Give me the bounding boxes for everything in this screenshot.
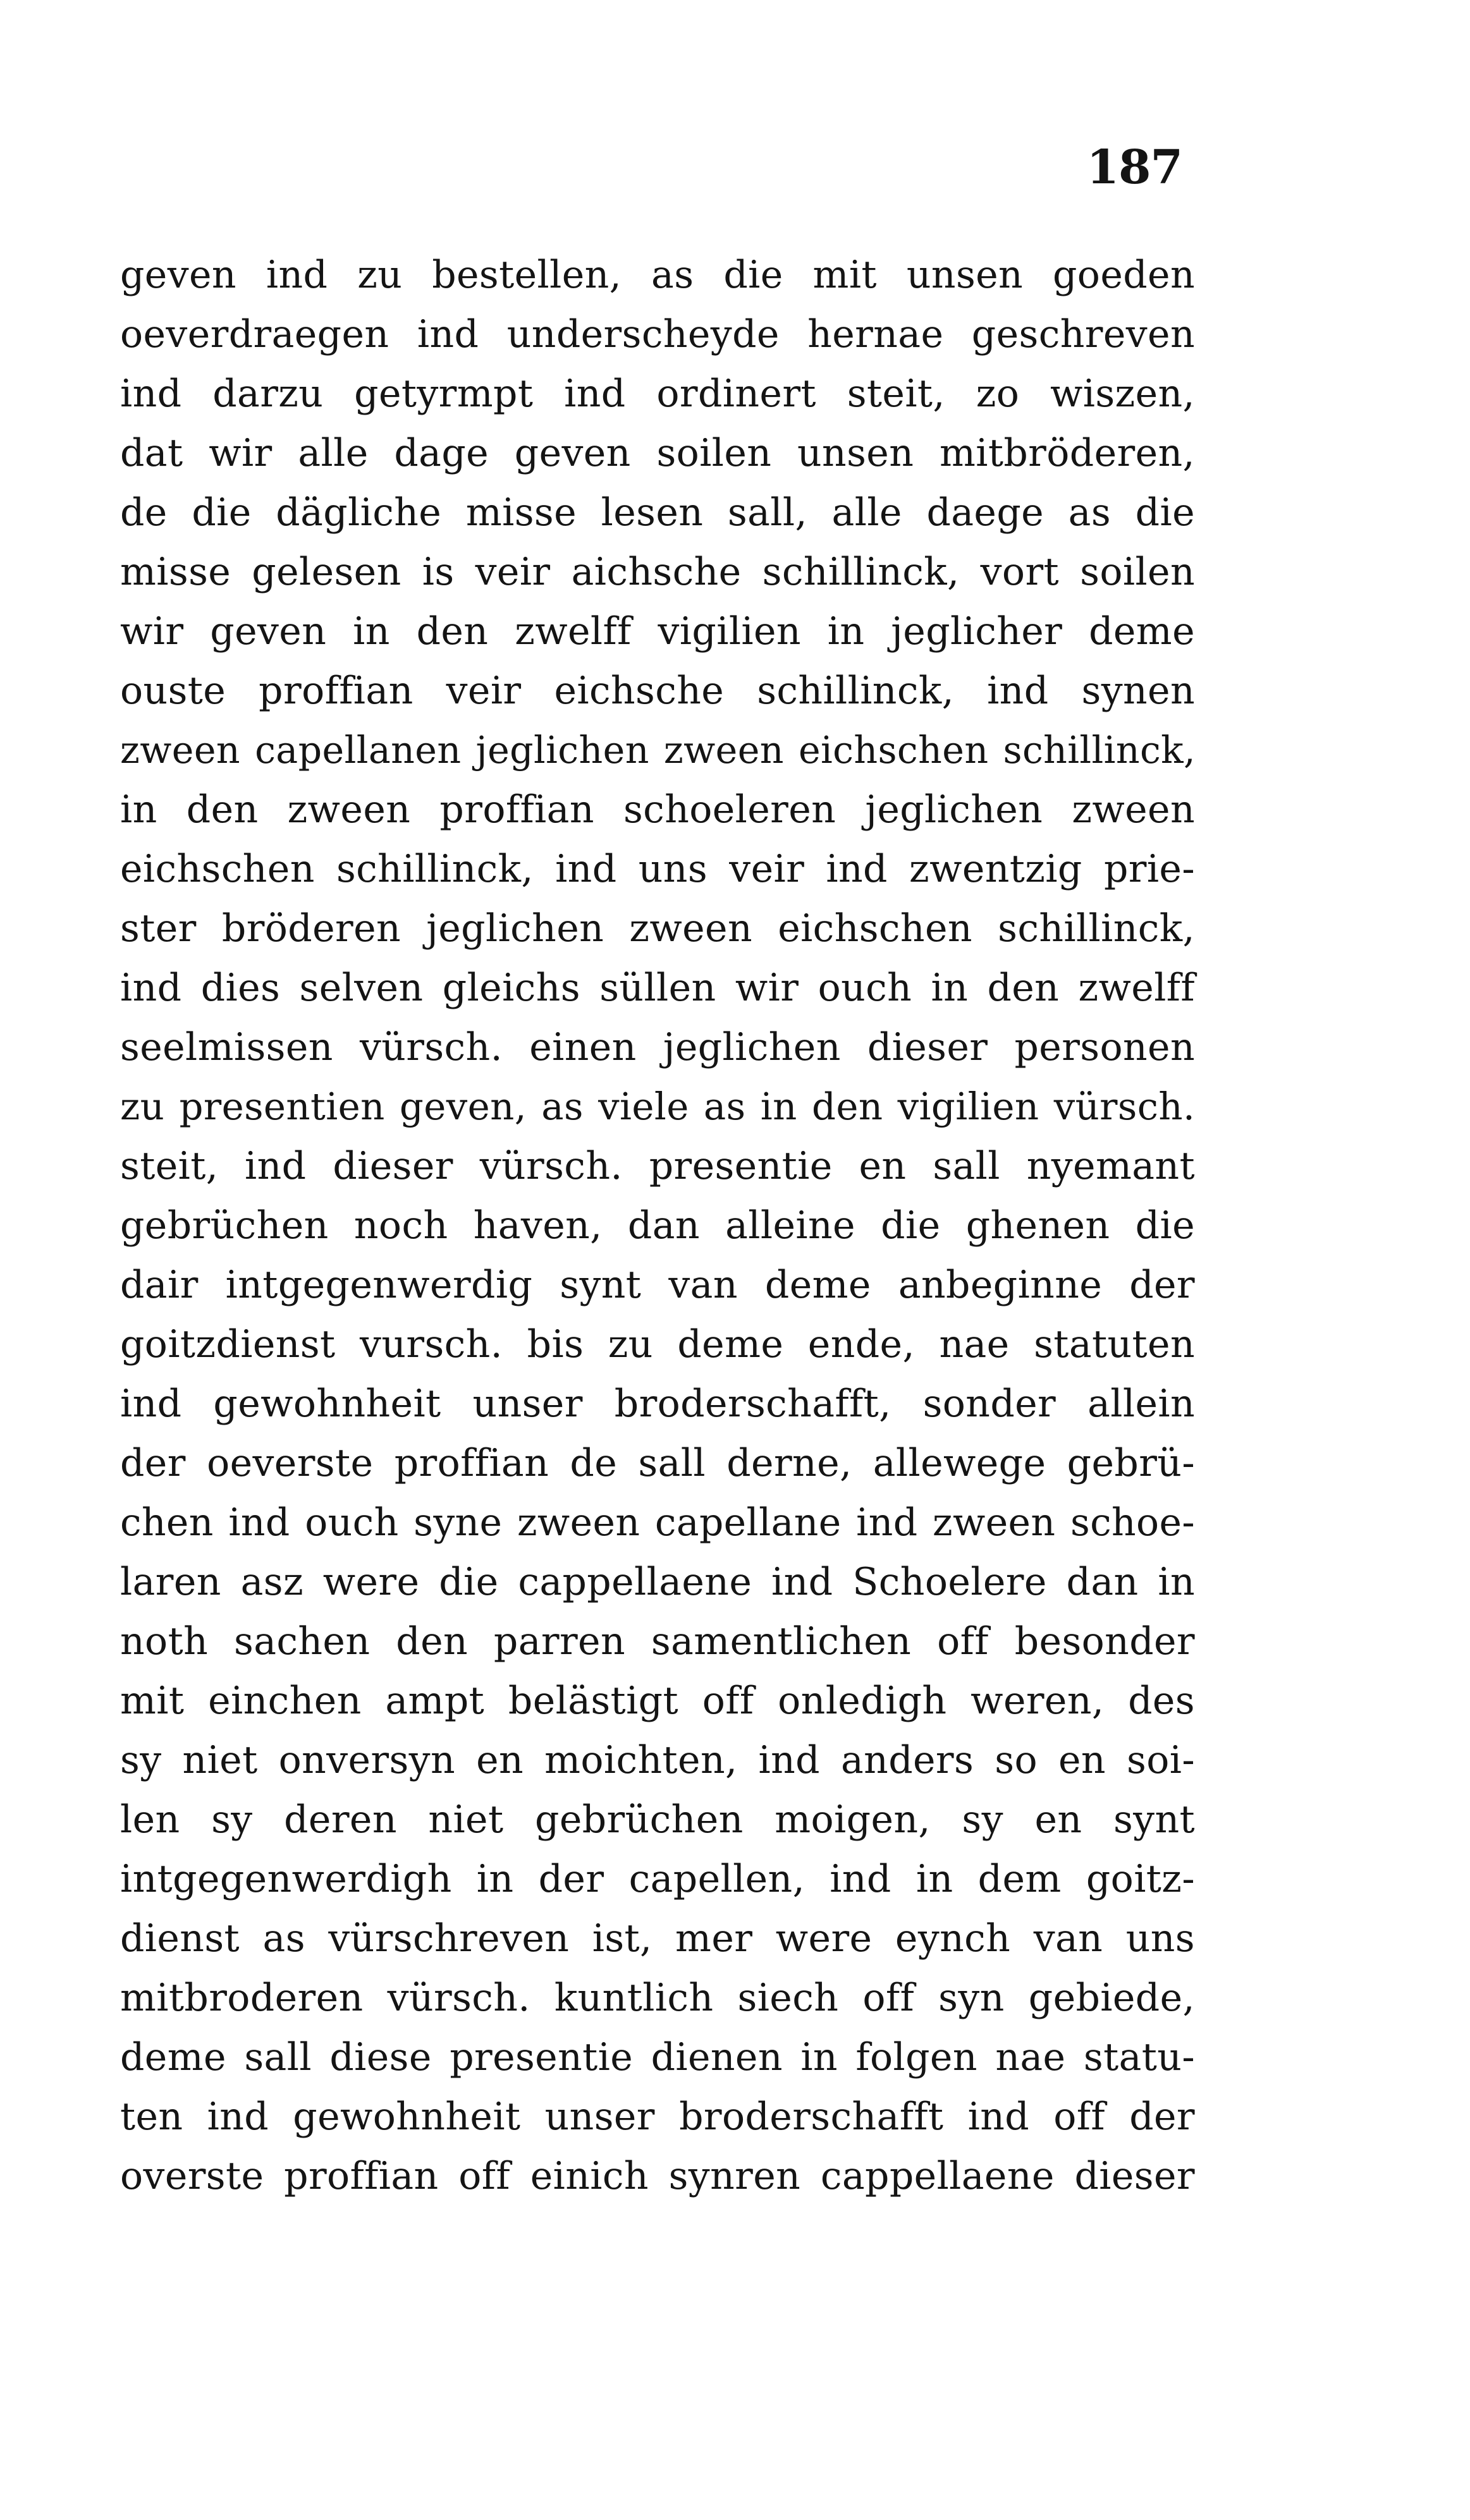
text-line: ten ind gewohnheit unser broderschafft ind off der bbox=[120, 2095, 1195, 2139]
text-line: ind gewohnheit unser broderschafft, sonder allein bbox=[120, 1382, 1195, 1426]
text-line: zween capellanen jeglichen zween eichschen schillinck, bbox=[120, 729, 1196, 772]
text-line: gebrüchen noch haven, dan alleine die ghenen die bbox=[120, 1203, 1195, 1248]
text-line: dair intgegenwerdig synt van deme anbeginne der bbox=[120, 1263, 1195, 1307]
text-line: in den zween proffian schoeleren jeglichen zween bbox=[120, 788, 1195, 832]
text-line: intgegenwerdigh in der capellen, ind in dem goitz- bbox=[120, 1857, 1195, 1901]
text-line: ind darzu getyrmpt ind ordinert steit, zo wiszen, bbox=[120, 372, 1195, 416]
text-line: oeverdraegen ind underscheyde hernae geschreven bbox=[120, 312, 1195, 356]
text-line: geven ind zu bestellen, as die mit unsen goeden bbox=[120, 253, 1195, 297]
text-line: ind dies selven gleichs süllen wir ouch in den zwelff bbox=[120, 966, 1195, 1010]
page-number: 187 bbox=[1086, 140, 1182, 195]
text-line: de die dägliche misse lesen sall, alle daege as die bbox=[120, 490, 1195, 535]
text-line: eichschen schillinck, ind uns veir ind zwentzig prie- bbox=[120, 847, 1195, 891]
text-line: overste proffian off einich synren cappellaene dieser bbox=[120, 2154, 1195, 2198]
text-line: deme sall diese presentie dienen in folgen nae statu- bbox=[120, 2035, 1195, 2079]
text-line: mit einchen ampt belästigt off onledigh weren, des bbox=[120, 1679, 1195, 1723]
text-line: noth sachen den parren samentlichen off besonder bbox=[120, 1619, 1195, 1664]
text-line: zu presentien geven, as viele as in den vigilien vürsch. bbox=[120, 1085, 1196, 1128]
text-line: mitbroderen vürsch. kuntlich siech off syn gebiede, bbox=[120, 1976, 1195, 2020]
text-line: ster bröderen jeglichen zween eichschen schillinck, bbox=[120, 906, 1195, 951]
text-line: chen ind ouch syne zween capellane ind zween schoe- bbox=[120, 1500, 1195, 1545]
text-line: laren asz were die cappellaene ind Schoelere dan in bbox=[120, 1560, 1195, 1604]
text-line: misse gelesen is veir aichsche schillinck, vort soilen bbox=[120, 550, 1195, 594]
text-line: goitzdienst vursch. bis zu deme ende, nae statuten bbox=[120, 1322, 1195, 1367]
text-line: wir geven in den zwelff vigilien in jeglicher deme bbox=[120, 609, 1195, 654]
body-text bbox=[120, 245, 1195, 2206]
text-line: steit, ind dieser vürsch. presentie en sall nyemant bbox=[120, 1144, 1195, 1188]
text-line: dat wir alle dage geven soilen unsen mitbröderen, bbox=[120, 431, 1195, 475]
text-line: dienst as vürschreven ist, mer were eynch van uns bbox=[120, 1916, 1195, 1961]
text-line: len sy deren niet gebrüchen moigen, sy en synt bbox=[120, 1798, 1195, 1842]
text-line: ouste proffian veir eichsche schillinck, ind synen bbox=[120, 669, 1195, 713]
text-line: seelmissen vürsch. einen jeglichen dieser personen bbox=[120, 1025, 1195, 1069]
text-line: der oeverste proffian de sall derne, allewege gebrü- bbox=[120, 1441, 1195, 1485]
text-line: sy niet onversyn en moichten, ind anders so en soi- bbox=[120, 1738, 1195, 1782]
